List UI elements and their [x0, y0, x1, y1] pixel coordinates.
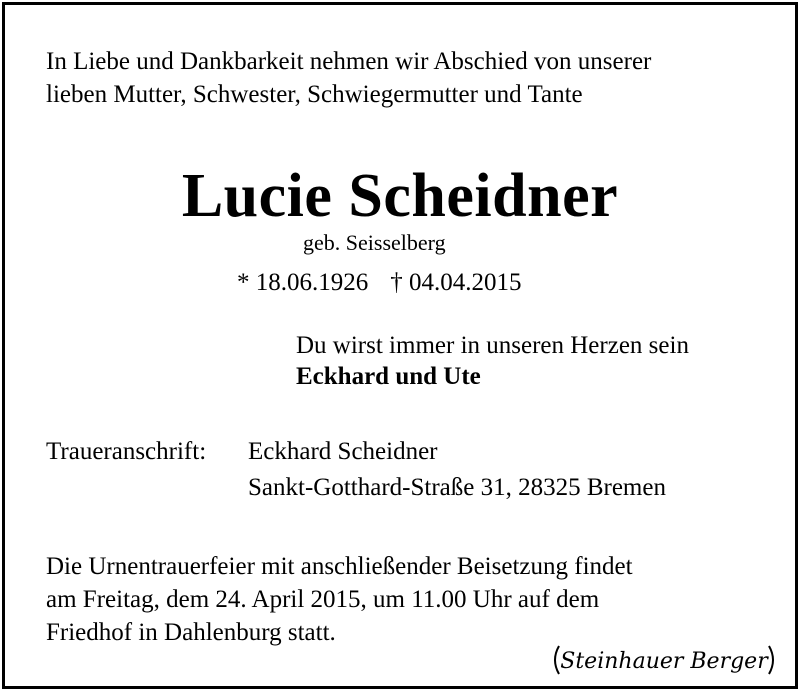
funeral-home-logo	[549, 642, 779, 678]
service-line-1: Die Urnentrauerfeier mit anschließender Beisetzung findet	[46, 553, 633, 580]
life-dates	[237, 266, 522, 299]
logo-graphic	[549, 642, 779, 678]
deceased-name: Lucie Scheidner	[181, 162, 619, 230]
logo-text: Steinhauer Berger	[560, 649, 768, 674]
intro-line-2: lieben Mutter, Schwester, Schwiegermutter und Tante	[46, 81, 583, 108]
address-block	[248, 434, 666, 506]
intro-text	[46, 45, 651, 111]
address-street: Sankt-Gotthard-Straße 31, 28325 Bremen	[248, 474, 666, 501]
address-label: Traueranschrift:	[46, 438, 207, 465]
maiden-name: geb. Seisselberg	[303, 230, 446, 255]
signers: Eckhard und Ute	[296, 363, 481, 390]
address-name: Eckhard Scheidner	[248, 438, 438, 465]
service-line-3: Friedhof in Dahlenburg statt.	[46, 619, 336, 646]
death-date: † 04.04.2015	[390, 269, 522, 296]
intro-line-1: In Liebe und Dankbarkeit nehmen wir Abschied von unserer	[46, 48, 652, 75]
birth-date: * 18.06.1926	[237, 269, 369, 296]
verse-block	[296, 330, 689, 392]
service-line-2: am Freitag, dem 24. April 2015, um 11.00 Uhr auf dem	[46, 586, 600, 613]
verse-text: Du wirst immer in unseren Herzen sein	[296, 332, 689, 359]
service-info	[46, 550, 633, 649]
